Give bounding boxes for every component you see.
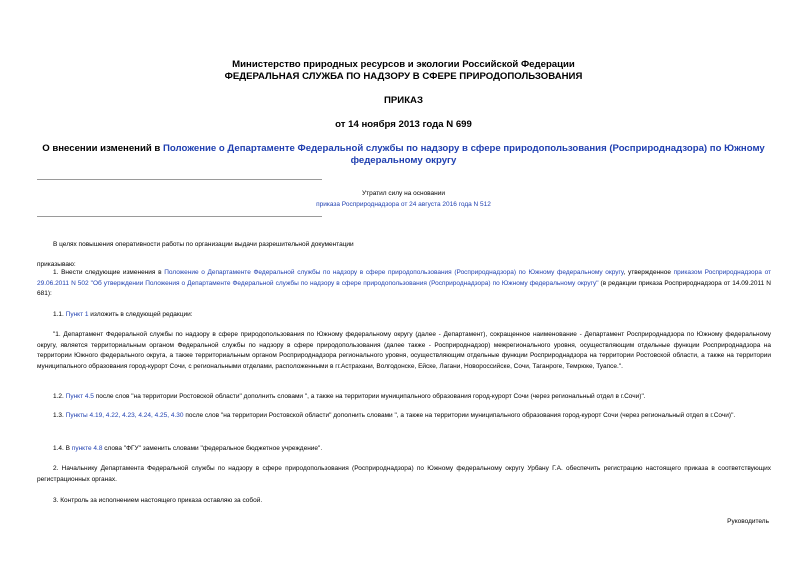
document-type: ПРИКАЗ xyxy=(384,95,423,106)
p12-link[interactable]: Пункт 4.5 xyxy=(65,393,94,400)
p11-text-b: изложить в следующей редакции: xyxy=(88,311,193,318)
status-note-link[interactable]: приказа Росприроднадзора от 24 августа 2016 года N 512 xyxy=(316,201,491,208)
intro-paragraph: В целях повышения оперативности работы по организации выдачи разрешительной документации xyxy=(53,241,354,248)
p14-link[interactable]: пункте 4.8 xyxy=(71,445,103,452)
divider-top xyxy=(37,179,322,180)
status-note-line1: Утратил силу на основании xyxy=(361,190,446,197)
title-prefix: О внесении изменений в xyxy=(42,143,163,154)
p1-link-order[interactable]: приказом Росприроднадзора от 29.06.2011 N 502 "Об утверждении Положения о Департаменте Федеральной службы по надзору в сфере природопользования (Росприроднадзора) по Южному федеральному округу" xyxy=(37,269,772,287)
p1-text-b: , утвержденное xyxy=(623,269,674,276)
p13-link[interactable]: Пункты 4.19, 4.22, 4.23, 4.24, 4.25, 4.30 xyxy=(65,412,184,419)
document-title xyxy=(40,143,767,167)
p12-text-a: 1.2. xyxy=(53,393,66,400)
title-link[interactable]: Положение о Департаменте Федеральной службы по надзору в сфере природопользования (Росприроднадзора) по Южному федеральному округу xyxy=(162,143,765,166)
quoted-paragraph: "1. Департамент Федеральной службы по надзору в сфере природопользования по Южному федеральному округу (далее - Департамент), сокращенное наименование - Департамент Росприроднадзора по Южному федеральному округу, является территориальным органом Федеральной службы по надзору в сфере природопользования (далее также - Росприроднадзор) межрегионального уровня, осуществляющим отдельные функции Росприроднадзора на территории Южного федерального округа, а также территориальным органом Росприроднадзора регионального уровня, осуществляющим отдельные функции Росприроднадзора на территории Ростовской области, а также на территории муниципального образования город-курорт Сочи, с региональными отделами, расположенными в гг.Астрахани, Волгодонске, Ейске, Лагани, Новороссийске, Сочи, Таганроге, Темрюке, Туапсе.". xyxy=(37,331,771,371)
p13-text-b: после слов "на территории Ростовской области" дополнить словами ", а также на территории муниципального образования город-курорт Сочи (через региональный отдел в г.Сочи)". xyxy=(183,412,736,419)
p12-text-b: после слов "на территории Ростовской области" дополнить словами ", а также на территории муниципального образования город-курорт Сочи (через региональный отдел в г.Сочи)". xyxy=(93,393,646,400)
ministry-name: Министерство природных ресурсов и экологии Российской Федерации xyxy=(232,59,575,70)
paragraph-1-2 xyxy=(37,392,771,403)
order-word: приказываю: xyxy=(37,261,76,268)
document-date-number: от 14 ноября 2013 года N 699 xyxy=(335,119,472,130)
p1-text-c: (в редакции приказа Росприроднадзора от 14.09.2011 N 681): xyxy=(37,279,771,298)
p14-text-a: 1.4. В xyxy=(53,445,72,452)
p11-text-a: 1.1. xyxy=(53,311,66,318)
p13-text-a: 1.3. xyxy=(53,412,66,419)
divider-bottom xyxy=(37,216,322,217)
p1-link-regulation[interactable]: Положение о Департаменте Федеральной службы по надзору в сфере природопользования (Росприроднадзора) по Южному федеральному округу xyxy=(164,269,624,276)
p1-text-a: 1. Внести следующие изменения в xyxy=(53,269,165,276)
p14-text-b: слова "ФГУ" заменить словами "федеральное бюджетное учреждение". xyxy=(102,445,323,452)
paragraph-1-3 xyxy=(37,411,771,422)
p11-link[interactable]: Пункт 1 xyxy=(65,311,89,318)
paragraph-1 xyxy=(37,268,771,300)
paragraph-1-4 xyxy=(37,444,771,455)
paragraph-3: 3. Контроль за исполнением настоящего приказа оставляю за собой. xyxy=(53,497,263,504)
status-note-link-line xyxy=(0,200,807,210)
signature: Руководитель xyxy=(727,518,769,525)
service-name: ФЕДЕРАЛЬНАЯ СЛУЖБА ПО НАДЗОРУ В СФЕРЕ ПРИРОДОПОЛЬЗОВАНИЯ xyxy=(224,71,583,82)
paragraph-2: 2. Начальнику Департамента Федеральной службы по надзору в сфере природопользования (Росприроднадзора) по Южному федеральному округу Урбану Г.А. обеспечить регистрацию настоящего приказа в соответствующих регистрационных органах. xyxy=(37,465,771,483)
paragraph-1-1 xyxy=(37,310,771,321)
